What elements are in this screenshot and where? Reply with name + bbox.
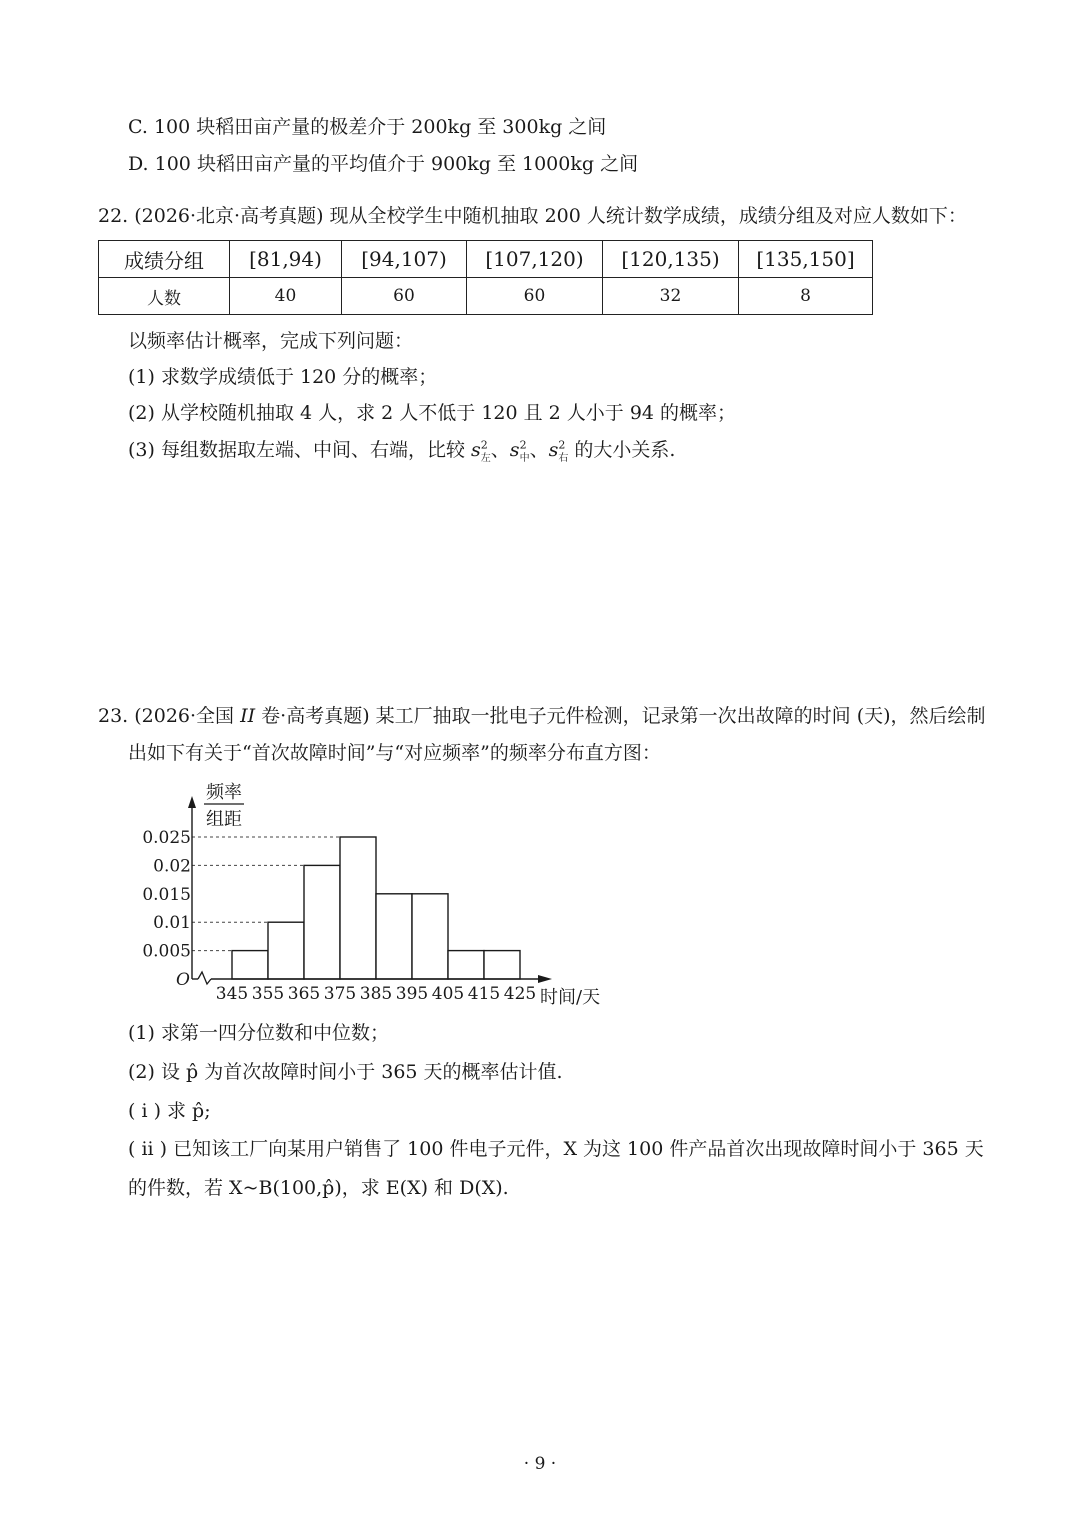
- q22-part-3-suffix: 的大小关系.: [568, 439, 676, 461]
- histogram-bar: [304, 865, 340, 979]
- variance-s-left: s: [471, 439, 481, 461]
- q23-roman-numeral: II: [240, 705, 256, 727]
- variance-exponent: 2: [480, 438, 488, 452]
- x-tick-label: 355: [251, 984, 285, 1004]
- variance-exponent: 2: [519, 438, 527, 452]
- table-count-cell: 40: [230, 278, 342, 315]
- table-count-cell: 60: [342, 278, 467, 315]
- q22-intro: 以频率估计概率，完成下列问题：: [128, 330, 414, 352]
- q23-stem-line-2: 出如下有关于“首次故障时间”与“对应频率”的频率分布直方图：: [128, 742, 661, 764]
- axis-break-mark: [198, 972, 211, 984]
- variance-exponent: 2: [558, 438, 566, 452]
- x-tick-label: 385: [359, 984, 393, 1004]
- y-tick-label: 0.005: [142, 941, 191, 962]
- separator: 、: [490, 439, 510, 461]
- y-label-numerator: 频率: [206, 782, 242, 803]
- q23-stem-suffix: 卷·高考真题) 某工厂抽取一批电子元件检测，记录第一次出故障的时间 (天)，然后绘制: [261, 705, 986, 727]
- q22-score-table: [98, 240, 873, 315]
- variance-subscript: 右: [558, 452, 569, 464]
- histogram-bar: [448, 951, 484, 979]
- x-axis-label: 时间/天: [540, 987, 601, 1008]
- histogram-bar: [376, 894, 412, 979]
- table-header-label: 成绩分组: [99, 241, 230, 278]
- variance-subscript: 左: [480, 452, 491, 464]
- x-tick-label: 415: [467, 984, 501, 1004]
- y-tick-label: 0.015: [142, 884, 191, 905]
- q23-part-2-ii-line-2: 的件数，若 X~B(100,p̂)，求 E(X) 和 D(X).: [128, 1177, 509, 1199]
- x-tick-label: 365: [287, 984, 321, 1004]
- q22-stem: 22. (2026·北京·高考真题) 现从全校学生中随机抽取 200 人统计数学成绩，成绩分组及对应人数如下：: [98, 205, 967, 227]
- option-c: C. 100 块稻田亩产量的极差介于 200kg 至 300kg 之间: [128, 116, 607, 138]
- x-tick-label: 395: [395, 984, 429, 1004]
- x-axis-arrow: [538, 975, 552, 983]
- histogram-bar: [340, 837, 376, 979]
- histogram-bar: [412, 894, 448, 979]
- y-tick-label: 0.025: [142, 828, 191, 848]
- x-tick-label: 405: [431, 984, 465, 1004]
- q22-part-3-prefix: (3) 每组数据取左端、中间、右端，比较: [128, 439, 465, 461]
- q23-stem-line-1: [98, 703, 986, 729]
- table-group-cell: [94,107): [342, 241, 467, 278]
- variance-s-mid: s: [509, 439, 520, 461]
- q22-part-3: [128, 437, 675, 463]
- x-tick-label: 425: [503, 984, 537, 1004]
- frequency-histogram: [140, 772, 620, 1010]
- table-count-cell: 32: [603, 278, 739, 315]
- q23-part-2: (2) 设 p̂ 为首次故障时间小于 365 天的概率估计值.: [128, 1061, 563, 1083]
- option-d: D. 100 块稻田亩产量的平均值介于 900kg 至 1000kg 之间: [128, 153, 639, 175]
- y-tick-label: 0.01: [153, 913, 191, 934]
- table-group-cell: [135,150]: [739, 241, 873, 278]
- table-count-cell: 8: [739, 278, 873, 315]
- y-tick-label: 0.02: [153, 856, 191, 877]
- q23-part-2-i: ( i ) 求 p̂;: [128, 1100, 211, 1122]
- y-axis-arrow: [188, 796, 196, 808]
- origin-label: O: [176, 970, 190, 990]
- histogram-bar: [232, 951, 268, 979]
- variance-subscript: 中: [519, 452, 530, 464]
- separator: 、: [529, 439, 549, 461]
- x-tick-label: 375: [323, 984, 357, 1004]
- table-group-cell: [81,94): [230, 241, 342, 278]
- q22-part-1: (1) 求数学成绩低于 120 分的概率；: [128, 366, 438, 388]
- q23-stem-prefix: 23. (2026·全国: [98, 705, 235, 727]
- q23-part-2-ii-line-1: ( ii ) 已知该工厂向某用户销售了 100 件电子元件，X 为这 100 件产品首次出现故障时间小于 365 天: [128, 1138, 984, 1160]
- q23-part-1: (1) 求第一四分位数和中位数；: [128, 1022, 389, 1044]
- x-tick-label: 345: [215, 984, 249, 1004]
- variance-s-right: s: [548, 439, 559, 461]
- table-count-cell: 60: [467, 278, 603, 315]
- q22-part-2: (2) 从学校随机抽取 4 人，求 2 人不低于 120 且 2 人小于 94 的概率；: [128, 402, 737, 424]
- histogram-bar: [484, 951, 520, 979]
- table-group-cell: [120,135): [603, 241, 739, 278]
- histogram-bar: [268, 922, 304, 979]
- page-number: · 9 ·: [523, 1454, 557, 1474]
- y-label-denominator: 组距: [206, 809, 242, 830]
- table-group-cell: [107,120): [467, 241, 603, 278]
- table-count-label: 人数: [99, 278, 230, 315]
